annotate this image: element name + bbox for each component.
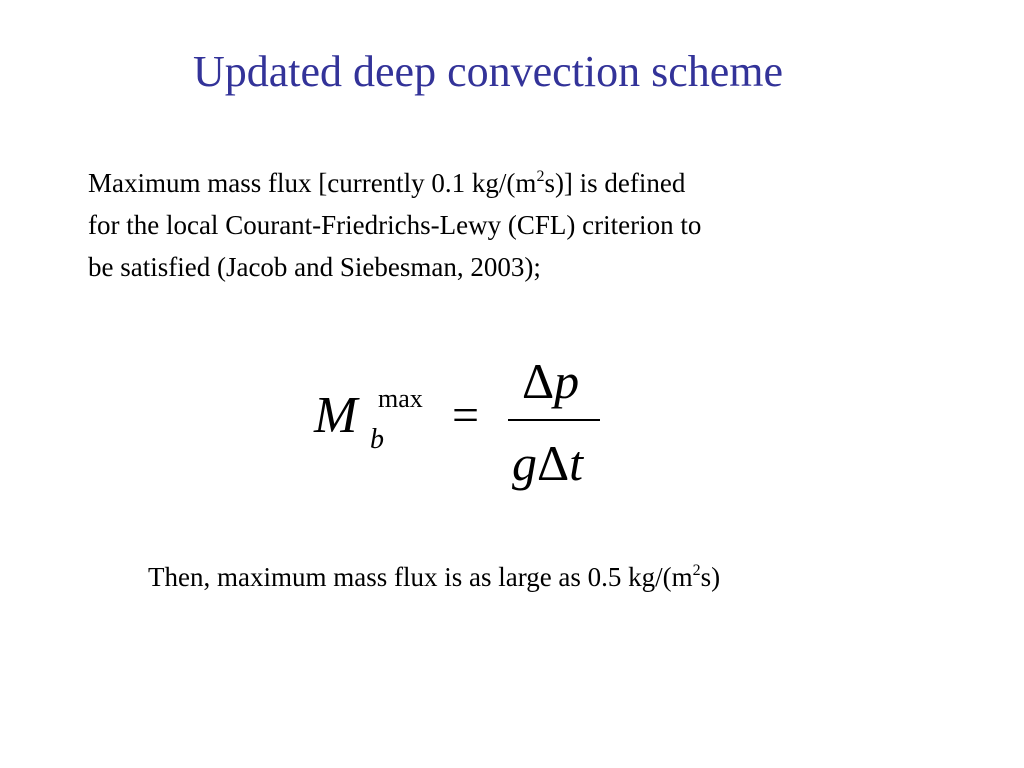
superscript-2: 2 — [536, 168, 545, 185]
denominator-delta: Δ — [537, 435, 570, 491]
equation-denominator — [512, 435, 584, 491]
conclusion-tail: s) — [700, 562, 721, 592]
conclusion-superscript-2: 2 — [692, 562, 701, 579]
conclusion-text: Then, maximum mass flux is as large as 0.5 kg/(m — [148, 562, 693, 592]
equation-lhs-symbol: M — [314, 387, 358, 444]
equation-equals-sign: = — [452, 389, 480, 442]
equation-lhs-subscript: b — [370, 424, 384, 455]
denominator-t: t — [569, 435, 584, 491]
paragraph-line-1-text: Maximum mass flux [currently 0.1 kg/(m — [88, 168, 537, 198]
slide-title: Updated deep convection scheme — [192, 47, 784, 96]
conclusion-line — [148, 556, 720, 598]
paragraph-line-2: for the local Courant-Friedrichs-Lewy (CFL) criterion to — [88, 210, 702, 240]
numerator-variable: p — [554, 353, 580, 409]
description-paragraph — [88, 162, 888, 288]
paragraph-line-3: be satisfied (Jacob and Siebesman, 2003); — [88, 252, 541, 282]
denominator-g: g — [512, 435, 537, 491]
numerator-delta: Δ — [522, 353, 555, 409]
equation-numerator — [522, 353, 580, 409]
paragraph-line-1-tail: s)] is defined — [544, 168, 686, 198]
equation-lhs-superscript: max — [378, 384, 423, 413]
paragraph-line-1 — [88, 162, 888, 204]
fraction-bar — [508, 419, 600, 421]
